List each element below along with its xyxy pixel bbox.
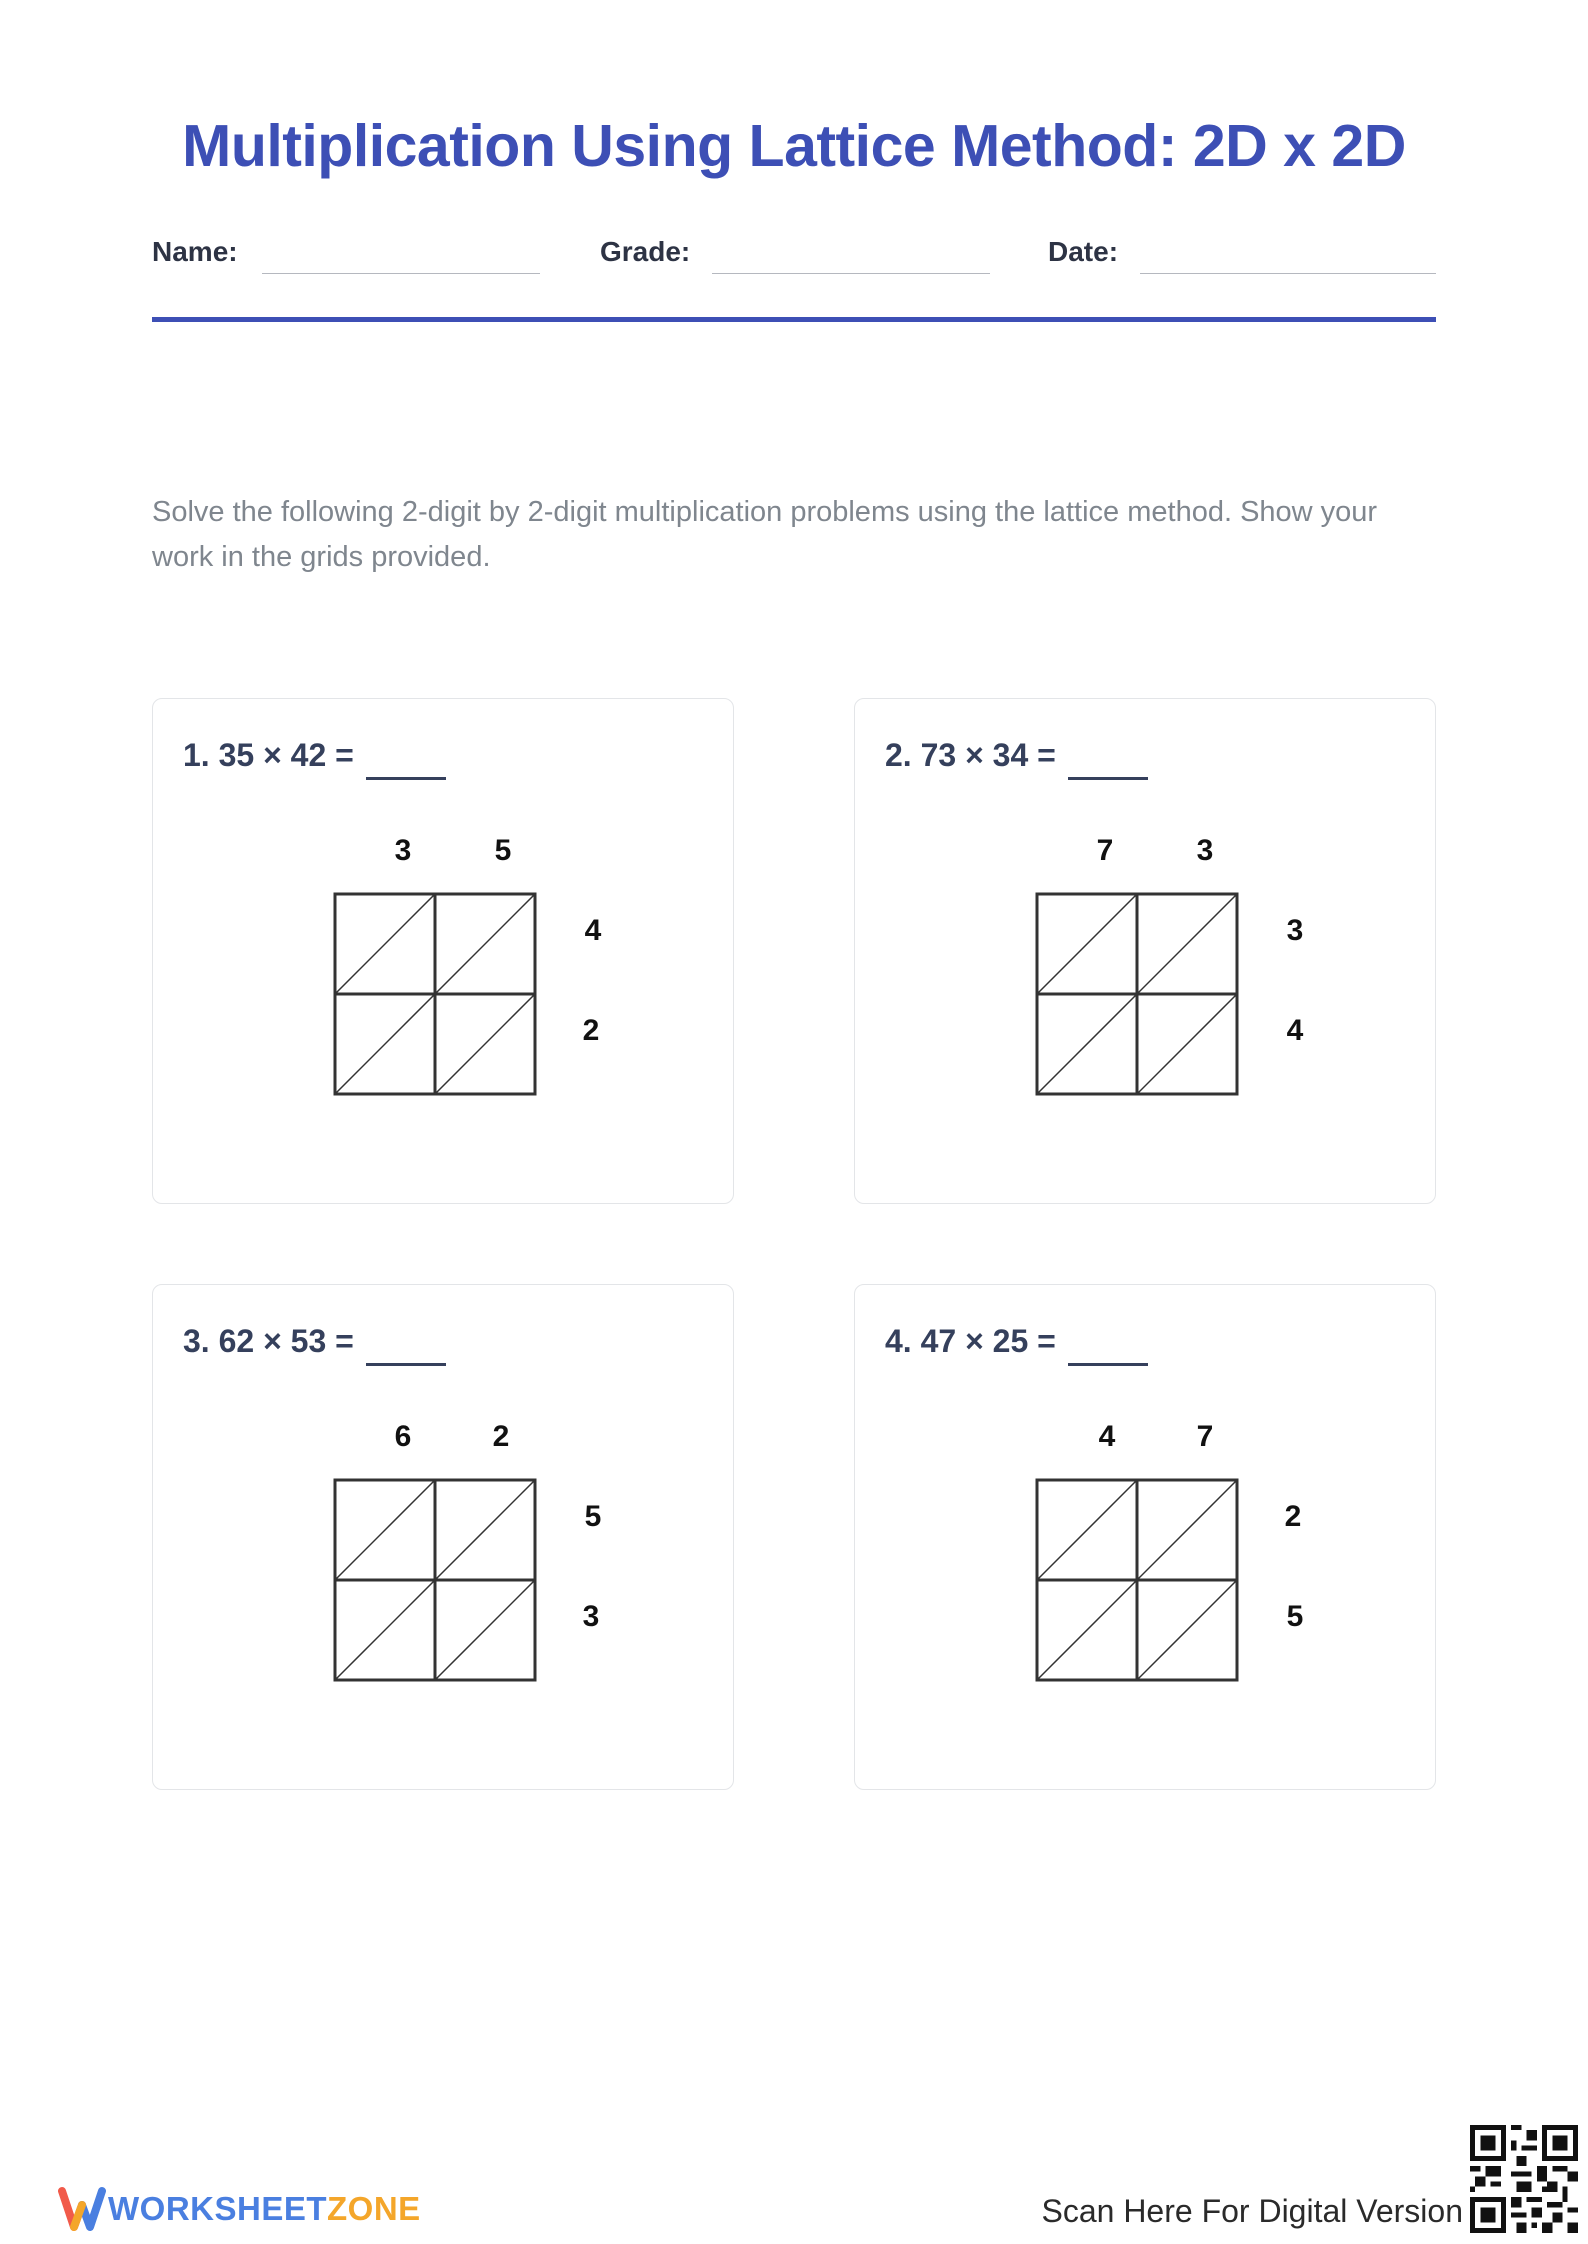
instructions-text: Solve the following 2-digit by 2-digit multiplication problems using the lattice method. Show your work in the grids provided. <box>152 496 1378 573</box>
brand-name[interactable] <box>108 2190 421 2228</box>
problem-card-3 <box>152 1284 734 1790</box>
header-divider <box>152 317 1436 322</box>
side-digit: 4 <box>1286 1014 1304 1047</box>
scan-text: Scan Here For Digital Version <box>1041 2193 1463 2229</box>
answer-blank[interactable] <box>366 777 446 780</box>
grade-label: Grade: <box>600 236 691 267</box>
problem-text: 2. 73 × 34 = <box>885 737 1056 773</box>
date-field[interactable] <box>1048 234 1436 274</box>
problem-label <box>885 737 1148 780</box>
top-digit: 7 <box>1196 1420 1214 1453</box>
problem-label <box>183 1323 446 1366</box>
side-digit: 3 <box>1286 914 1304 947</box>
lattice-grid[interactable] <box>333 892 537 1096</box>
name-input-line[interactable] <box>262 273 540 274</box>
top-digit: 4 <box>1098 1420 1116 1453</box>
name-label: Name: <box>152 236 238 267</box>
problem-label <box>885 1323 1148 1366</box>
side-digit: 2 <box>582 1014 600 1047</box>
answer-blank[interactable] <box>1068 1363 1148 1366</box>
worksheetzone-logo-icon <box>58 2183 106 2238</box>
side-digit: 2 <box>1284 1500 1302 1533</box>
top-digit: 7 <box>1096 834 1114 867</box>
problem-label <box>183 737 446 780</box>
grade-field[interactable] <box>600 234 990 274</box>
name-field[interactable] <box>152 234 540 274</box>
side-digit: 4 <box>584 914 602 947</box>
top-digit: 6 <box>394 1420 412 1453</box>
lattice-grid[interactable] <box>333 1478 537 1682</box>
side-digit: 5 <box>1286 1600 1304 1633</box>
top-digit: 2 <box>492 1420 510 1453</box>
brand-part-2: ZONE <box>327 2190 421 2227</box>
grade-input-line[interactable] <box>712 273 990 274</box>
lattice-grid[interactable] <box>1035 1478 1239 1682</box>
qr-code-icon[interactable] <box>1470 2125 1578 2238</box>
brand-part-1: WORKSHEET <box>108 2190 327 2227</box>
problem-text: 1. 35 × 42 = <box>183 737 354 773</box>
answer-blank[interactable] <box>1068 777 1148 780</box>
date-input-line[interactable] <box>1140 273 1436 274</box>
side-digit: 3 <box>582 1600 600 1633</box>
problem-card-1 <box>152 698 734 1204</box>
problem-text: 3. 62 × 53 = <box>183 1323 354 1359</box>
problem-card-4 <box>854 1284 1436 1790</box>
problem-text: 4. 47 × 25 = <box>885 1323 1056 1359</box>
answer-blank[interactable] <box>366 1363 446 1366</box>
side-digit: 5 <box>584 1500 602 1533</box>
problem-card-2 <box>854 698 1436 1204</box>
top-digit: 3 <box>394 834 412 867</box>
worksheet-title: Multiplication Using Lattice Method: 2D x 2D <box>182 113 1406 179</box>
lattice-grid[interactable] <box>1035 892 1239 1096</box>
date-label: Date: <box>1048 236 1119 267</box>
top-digit: 5 <box>494 834 512 867</box>
top-digit: 3 <box>1196 834 1214 867</box>
